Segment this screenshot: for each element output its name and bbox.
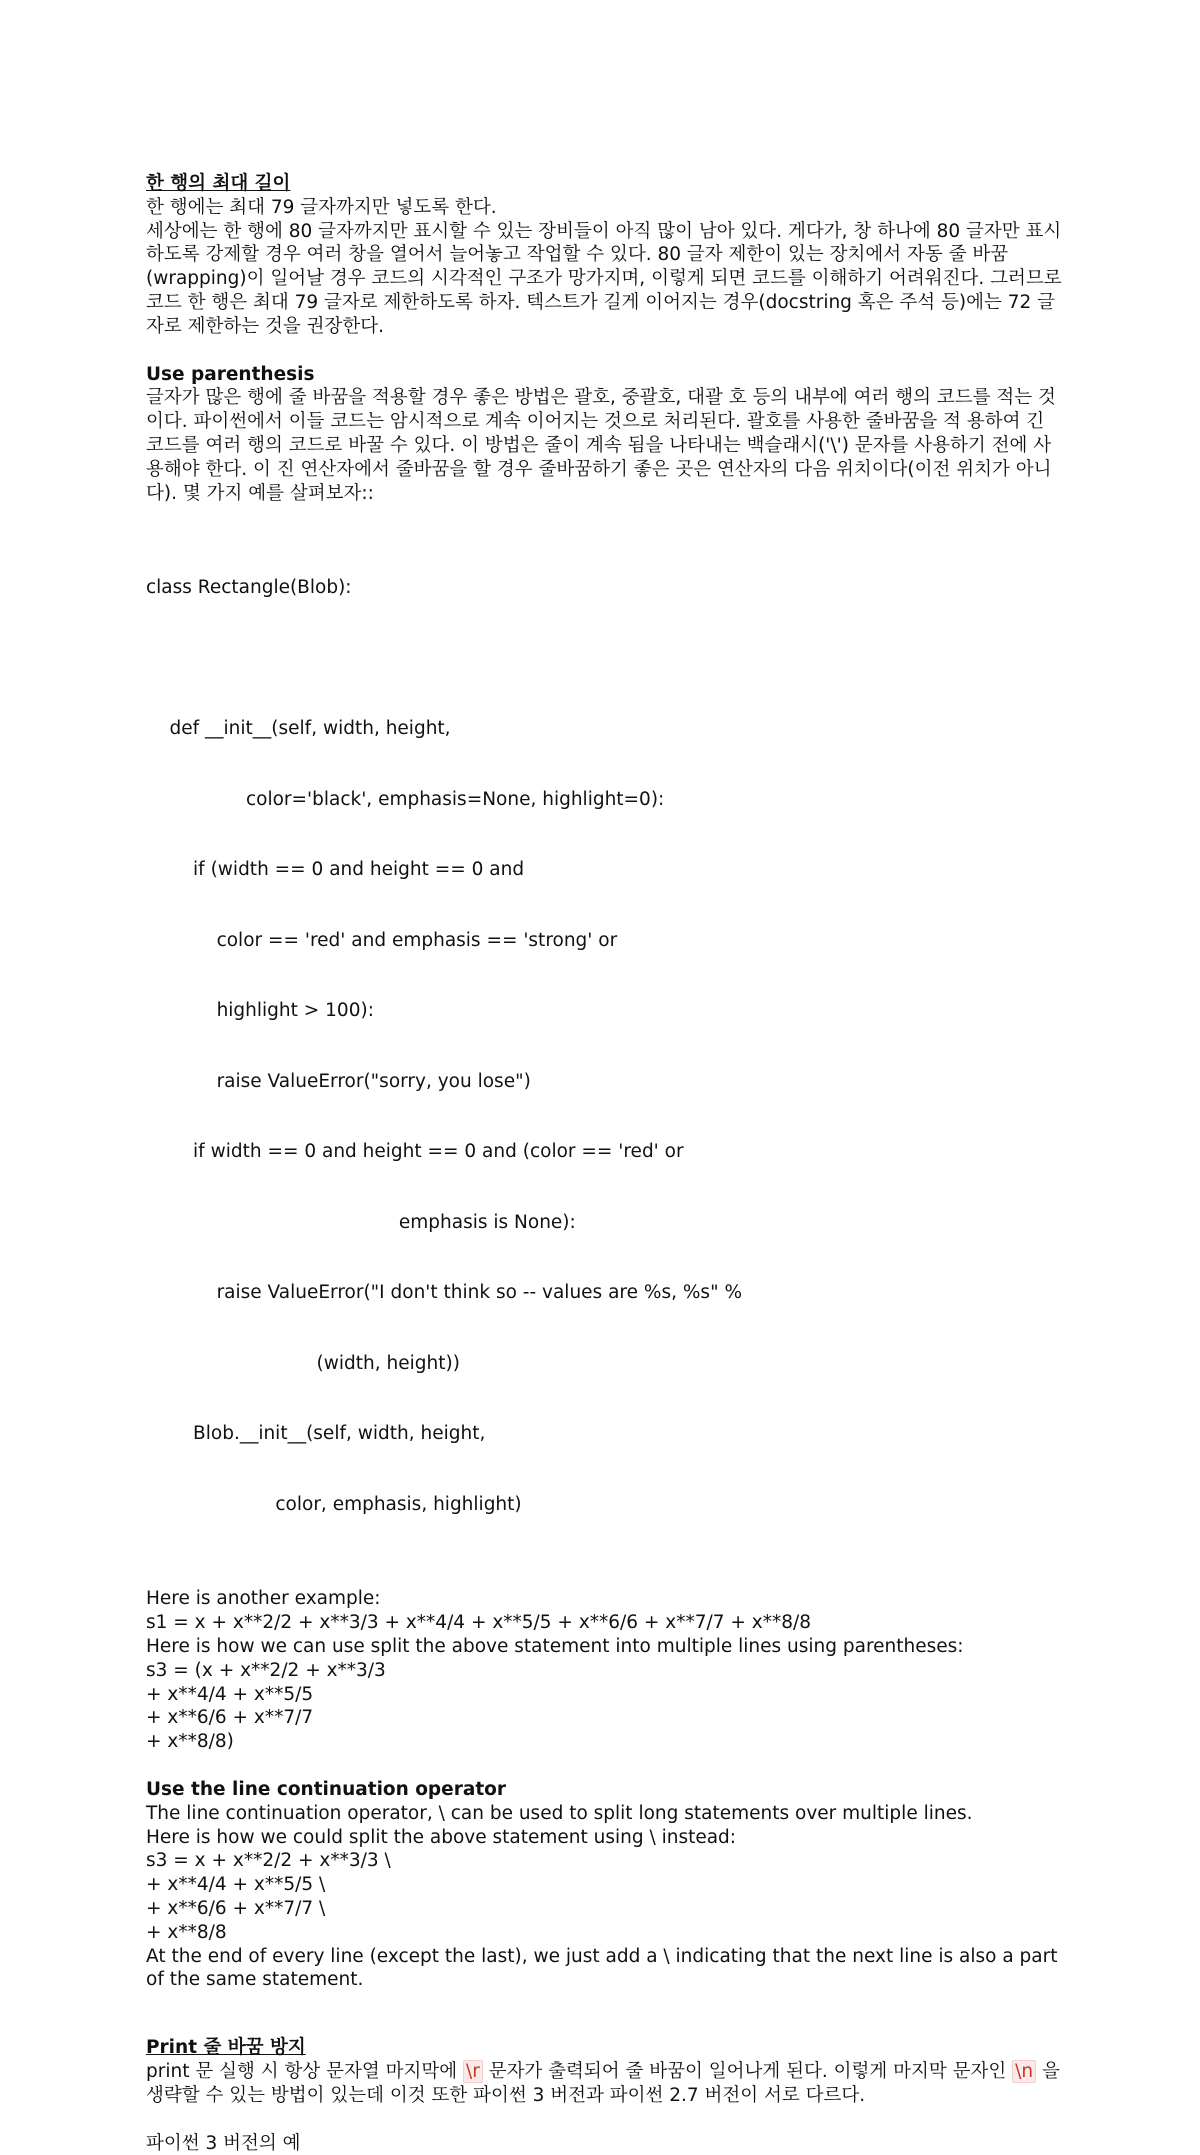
example-line: s1 = x + x**2/2 + x**3/3 + x**4/4 + x**5/5 + x**6/6 + x**7/7 + x**8/8 [146,1611,1066,1635]
code-line: color, emphasis, highlight) [146,1493,1066,1517]
paragraph-max-79: 한 행에는 최대 79 글자까지만 넣도록 한다. [146,196,1066,220]
paragraph-print [146,2060,1066,2108]
code-line: def __init__(self, width, height, [146,717,1066,741]
inline-code-n: \n [1012,2060,1036,2083]
code-line: (width, height)) [146,1352,1066,1376]
paragraph-parenthesis: 글자가 많은 행에 줄 바꿈을 적용할 경우 좋은 방법은 괄호, 중괄호, 대괄 호 등의 내부에 여러 행의 코드를 적는 것이다. 파이썬에서 이들 코드는 암시적으로 계속 이어지는 것으로 처리된다. 괄호를 사용한 줄바꿈을 적 용하여 긴 코드를 여러 행의 코드로 바꿀 수 있다. 이 방법은 줄이 계속 됨을 나타내는 백슬래시('\') 문자를 사용하기 전에 사용해야 한다. 이 진 연산자에서 줄바꿈을 할 경우 줄바꿈하기 좋은 곳은 연산자의 다음 위치이다(이전 위치가 아니다). 몇 가지 예를 살펴보자:: [146,386,1066,505]
continuation-line: Here is how we could split the above statement using \ instead: [146,1826,1066,1850]
example-line: s3 = (x + x**2/2 + x**3/3 [146,1659,1066,1683]
example-line: Here is another example: [146,1587,1066,1611]
section-heading-use-parenthesis: Use parenthesis [146,363,1066,387]
continuation-line: s3 = x + x**2/2 + x**3/3 \ [146,1849,1066,1873]
line-continuation-block [146,1802,1066,1992]
section-heading-max-line-length: 한 행의 최대 길이 [146,172,1066,196]
print-text-c: 을 생략할 수 있는 방법이 있는데 이것 또한 파이썬 3 버전과 파이썬 2.7 버전이 서로 다르다. [146,2061,1060,2106]
code-block-rectangle [146,529,1066,1563]
print-text-a: print 문 실행 시 항상 문자열 마지막에 [146,2061,463,2082]
paragraph-line-length-reason: 세상에는 한 행에 80 글자까지만 표시할 수 있는 장비들이 아직 많이 남아 있다. 게다가, 창 하나에 80 글자만 표시하도록 강제할 경우 여러 창을 열어서 늘어놓고 작업할 수 있다. 80 글자 제한이 있는 장치에서 자동 줄 바꿈(wrapping)이 일어날 경우 코드의 시각적인 구조가 망가지며, 이렇게 되면 코드를 이해하기 어려워진다. 그러므로 코드 한 행은 최대 79 글자로 제한하도록 하자. 텍스트가 길게 이어지는 경우(docstring 혹은 주석 등)에는 72 글자로 제한하는 것을 권장한다. [146,220,1066,339]
code-line: if (width == 0 and height == 0 and [146,858,1066,882]
code-line: class Rectangle(Blob): [146,576,1066,600]
continuation-line: At the end of every line (except the last), we just add a \ indicating that the next line is also a part of the same statement. [146,1945,1066,1993]
continuation-line: + x**4/4 + x**5/5 \ [146,1873,1066,1897]
python3-example-label: 파이썬 3 버전의 예 [146,2132,1066,2155]
continuation-line: The line continuation operator, \ can be used to split long statements over multiple lines. [146,1802,1066,1826]
code-line: if width == 0 and height == 0 and (color == 'red' or [146,1140,1066,1164]
code-line: Blob.__init__(self, width, height, [146,1422,1066,1446]
code-line: color='black', emphasis=None, highlight=0): [146,788,1066,812]
section-heading-line-continuation: Use the line continuation operator [146,1778,1066,1802]
code-line: emphasis is None): [146,1211,1066,1235]
section-heading-print-newline: Print 줄 바꿈 방지 [146,2036,1066,2060]
code-line: highlight > 100): [146,999,1066,1023]
code-line: color == 'red' and emphasis == 'strong' or [146,929,1066,953]
continuation-line: + x**8/8 [146,1921,1066,1945]
example-line: + x**8/8) [146,1730,1066,1754]
continuation-line: + x**6/6 + x**7/7 \ [146,1897,1066,1921]
example-line: + x**6/6 + x**7/7 [146,1706,1066,1730]
code-line: raise ValueError("I don't think so -- values are %s, %s" % [146,1281,1066,1305]
code-line [146,647,1066,671]
print-text-b: 문자가 출력되어 줄 바꿈이 일어나게 된다. 이렇게 마지막 문자인 [483,2061,1012,2082]
document-page [146,172,1066,2155]
inline-code-r: \r [463,2060,483,2083]
example-line: Here is how we can use split the above statement into multiple lines using parentheses: [146,1635,1066,1659]
example-line: + x**4/4 + x**5/5 [146,1683,1066,1707]
example-block-parentheses [146,1587,1066,1754]
code-line: raise ValueError("sorry, you lose") [146,1070,1066,1094]
